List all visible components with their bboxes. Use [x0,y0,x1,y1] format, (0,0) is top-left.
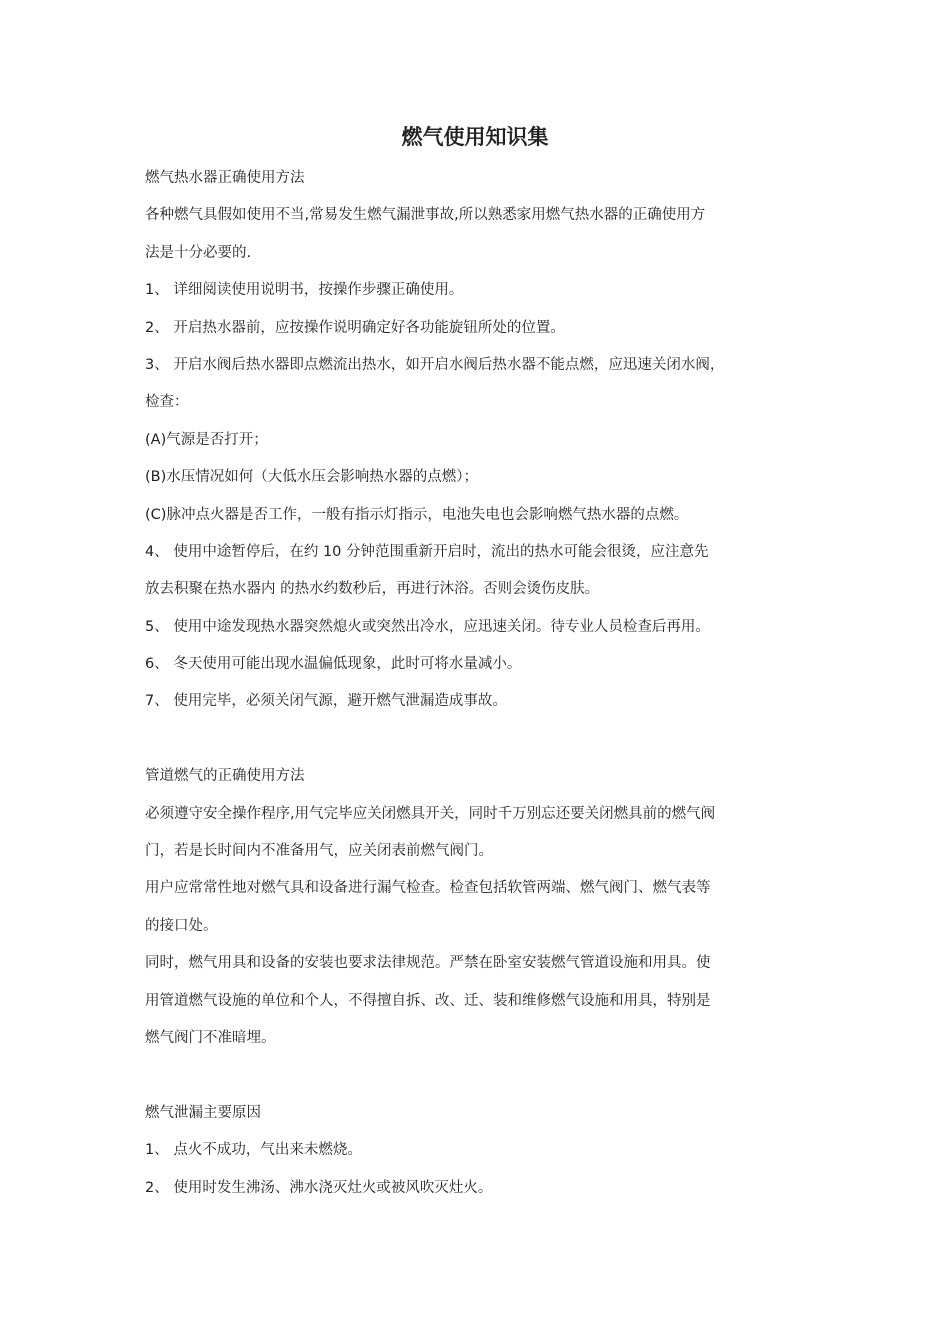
document-body [145,160,825,1207]
document-title: 燃气使用知识集 [401,125,549,149]
check-b: (B)水压情况如何（大低水压会影响热水器的点燃）； [145,469,479,486]
step-5: 5、 使用中途发现热水器突然熄火或突然出冷水，应迅速关闭。待专业人员检查后再用。 [145,618,710,635]
check-a: (A)气源是否打开； [145,431,268,448]
step-2: 2、 开启热水器前，应按操作说明确定好各功能旋钮所处的位置。 [145,319,565,336]
para1-line-1: 必须遵守安全操作程序,用气完毕应关闭燃具开关，同时千万别忘还要关闭燃具前的燃气阀 [145,805,716,822]
step-3-line-2: 检查： [145,394,189,411]
step-7: 7、 使用完毕，必须关闭气源，避开燃气泄漏造成事故。 [145,693,507,710]
step-3-line-1: 3、 开启水阀后热水器即点燃流出热水，如开启水阀后热水器不能点燃，应迅速关闭水阀， [145,356,725,373]
spacer [145,721,825,758]
intro-line-1: 各种燃气具假如使用不当,常易发生燃气漏泄事故,所以熟悉家用燃气热水器的正确使用方 [145,207,706,224]
para2-line-2: 的接口处。 [145,917,218,934]
para1-line-2: 门，若是长时间内不准备用气，应关闭表前燃气阀门。 [145,843,493,860]
step-4-line-1: 4、 使用中途暂停后，在约 10 分钟范围重新开启时，流出的热水可能会很烫，应注意先 [145,543,709,560]
cause-2: 2、 使用时发生沸汤、沸水浇灭灶火或被风吹灭灶火。 [145,1179,493,1196]
para2-line-1: 用户应常常性地对燃气具和设备进行漏气检查。检查包括软管两端、燃气阀门、燃气表等 [145,880,711,897]
spacer [145,1057,825,1094]
section-heading-leak-causes: 燃气泄漏主要原因 [145,1104,261,1121]
cause-1: 1、 点火不成功，气出来未燃烧。 [145,1142,362,1159]
para3-line-3: 燃气阀门不准暗埋。 [145,1029,276,1046]
section-heading-pipeline-gas: 管道燃气的正确使用方法 [145,768,305,785]
step-6: 6、 冬天使用可能出现水温偏低现象，此时可将水量减小。 [145,656,522,673]
check-c: (C)脉冲点火器是否工作，一般有指示灯指示，电池失电也会影响燃气热水器的点燃。 [145,506,689,523]
step-4-line-2: 放去积聚在热水器内 的热水约数秒后，再进行沐浴。否则会烫伤皮肤。 [145,581,600,598]
intro-line-2: 法是十分必要的. [145,244,252,261]
para3-line-1: 同时，燃气用具和设备的安装也要求法律规范。严禁在卧室安装燃气管道设施和用具。使 [145,955,711,972]
section-heading-water-heater: 燃气热水器正确使用方法 [145,170,305,186]
para3-line-2: 用管道燃气设施的单位和个人，不得擅自拆、改、迁、装和维修燃气设施和用具，特别是 [145,992,711,1009]
step-1: 1、 详细阅读使用说明书，按操作步骤正确使用。 [145,282,464,299]
